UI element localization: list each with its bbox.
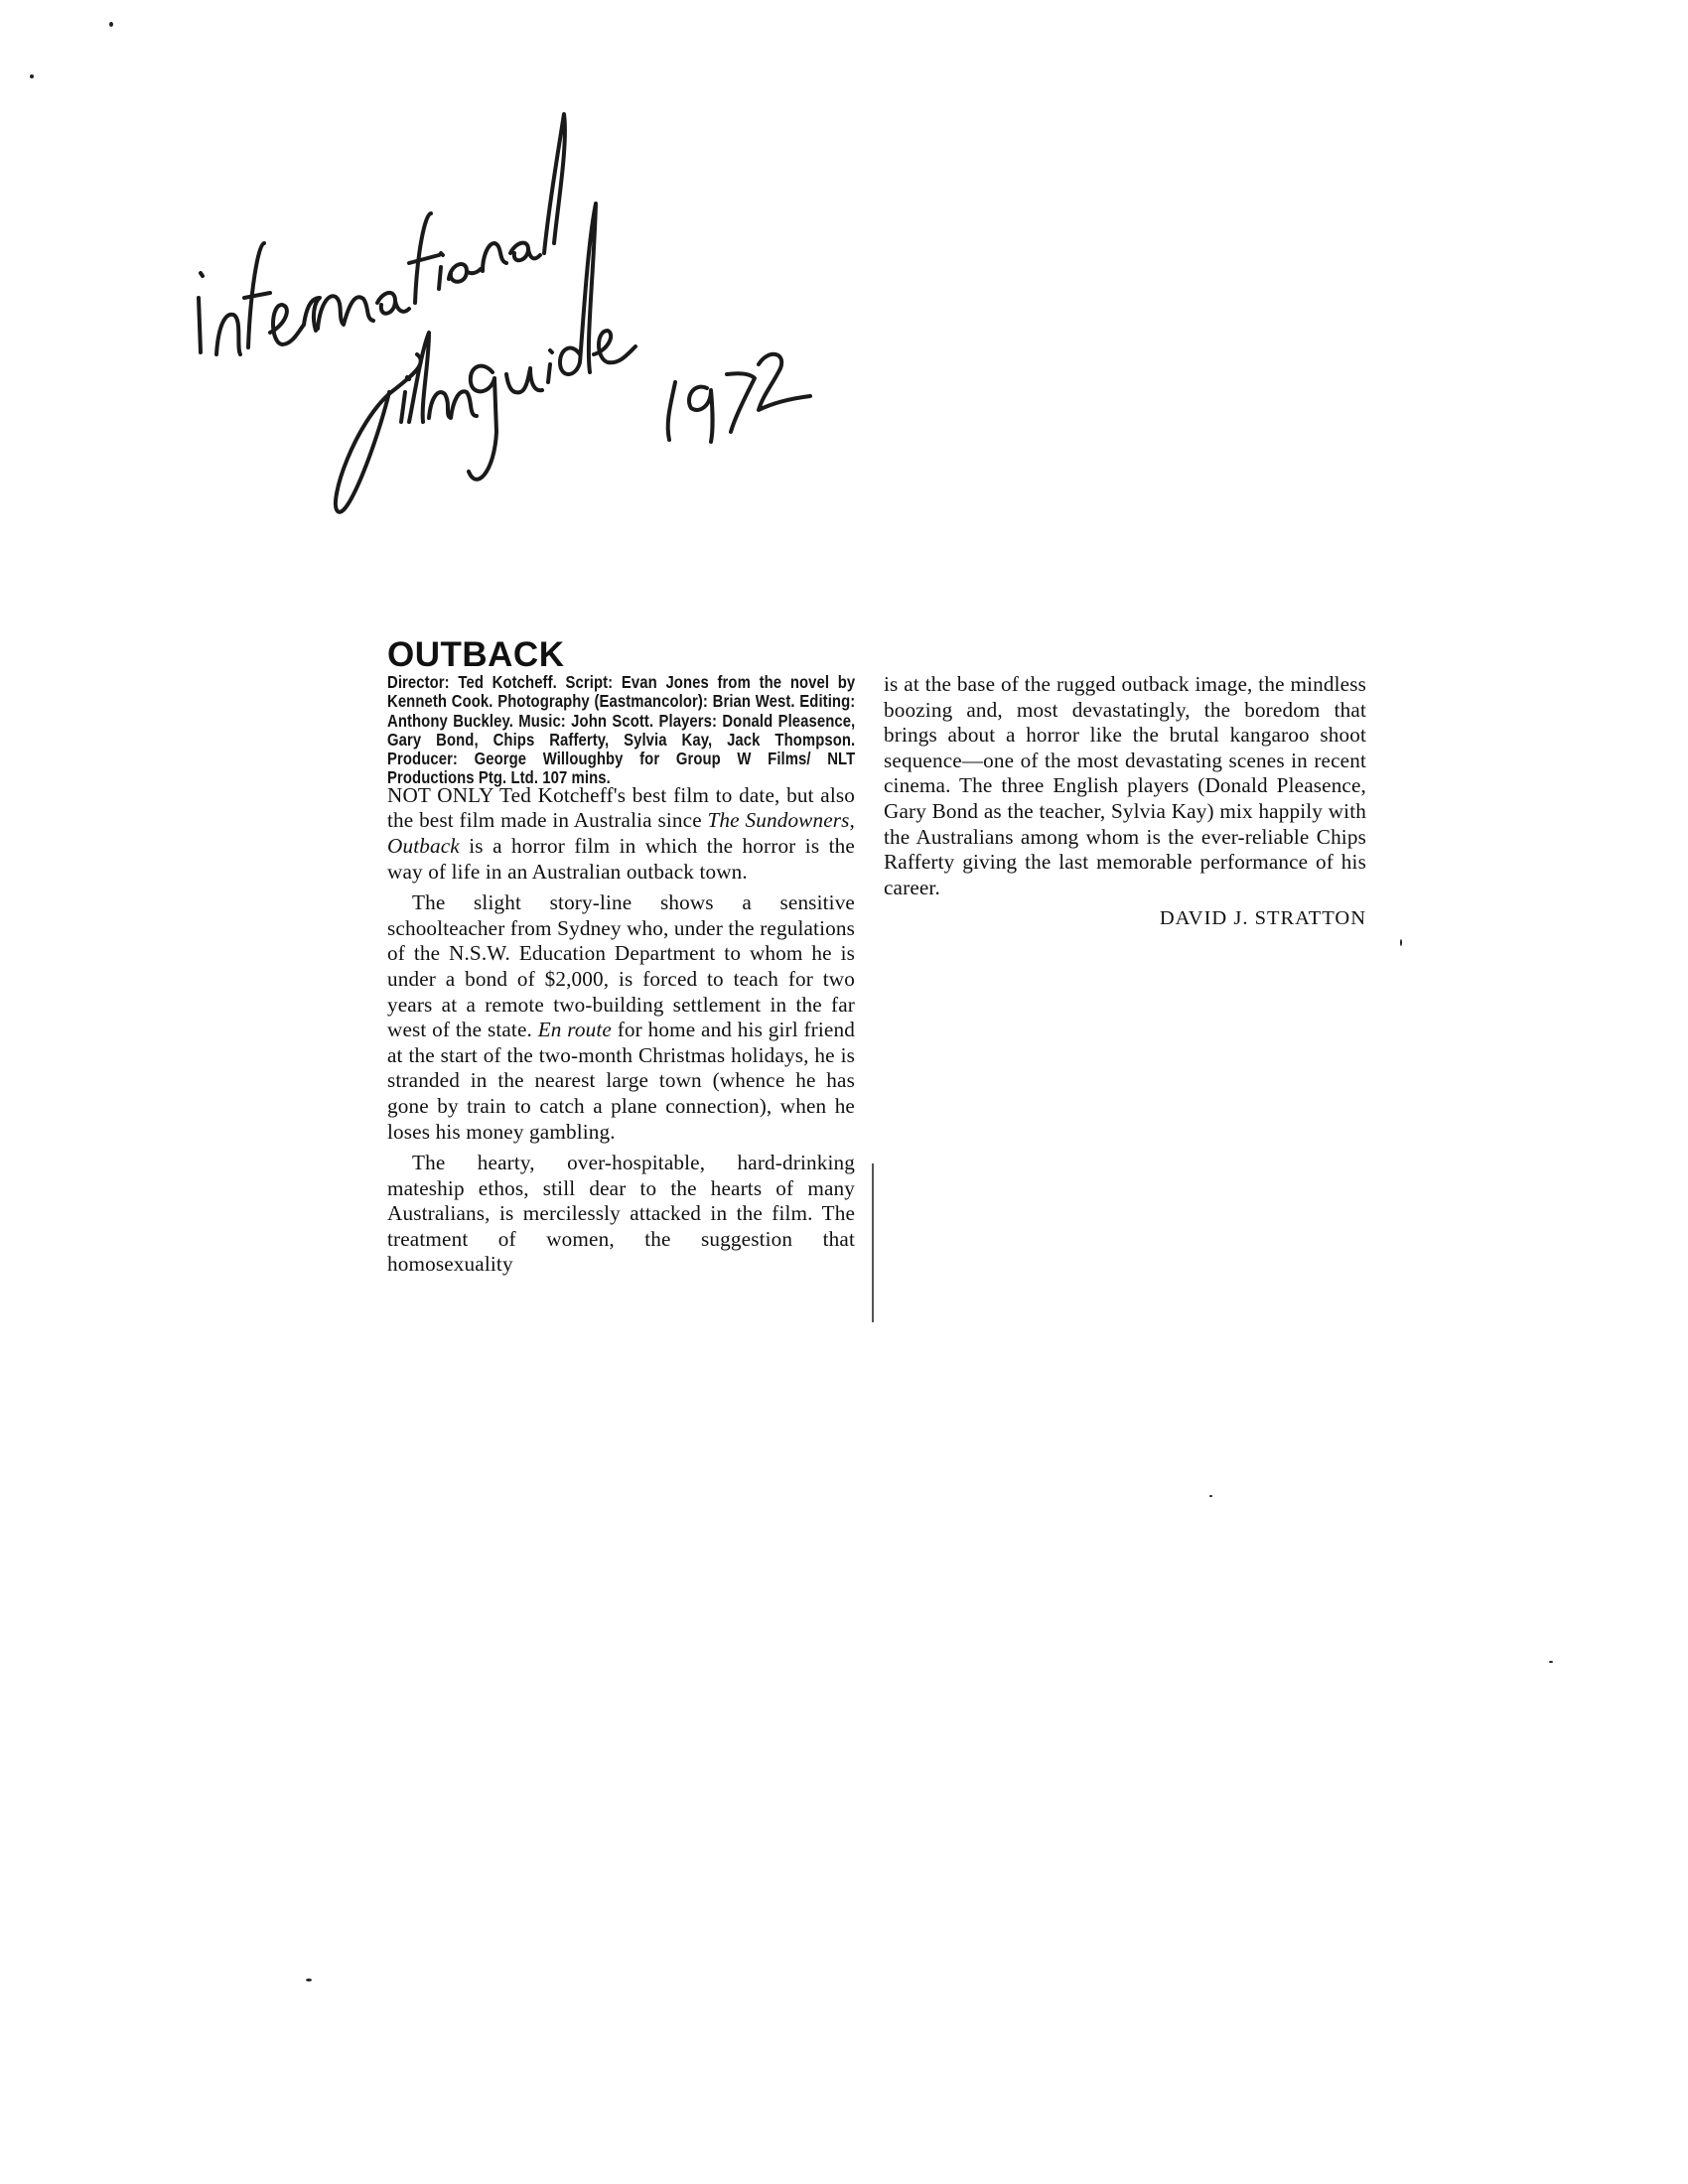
text-run-italic: En route [537,1018,612,1042]
article-left-column [387,637,855,1278]
article-title: OUTBACK [387,635,565,674]
text-run: for home and his girl friend at the start of the two-month Christmas holidays, he is stranded in the nearest large town (whence he has gone by train to catch a plane connection), when he loses his money gambling. [387,1018,855,1144]
text-run: NOT ONLY Ted Kotcheff's best film to date, but also the best film made in Australia since [387,782,855,833]
article-paragraph-2 [387,890,855,1145]
scan-speck [109,22,113,27]
text-run-italic: The Sundowners, Outback [387,808,855,858]
text-run: The slight story-line shows a sensitive schoolteacher from Sydney who, under the regulations of the N.S.W. Education Department to whom he is under a bond of $2,000, is forced to teach for two years at a remote two-building settlement in the far west of the state. [387,890,855,1042]
scan-edge-mark [872,1163,874,1322]
text-run: is a horror film in which the horror is the way of life in an Australian outback town. [387,833,855,884]
article-byline: DAVID J. STRATTON [1159,907,1366,930]
article-paragraph-1 [387,783,855,885]
scan-speck [1400,939,1402,946]
scan-speck [1209,1495,1212,1497]
article-credits: Director: Ted Kotcheff. Script: Evan Jones from the novel by Kenneth Cook. Photography (Eastmancolor): Brian West. Editing: Anthony Buckley. Music: John Scott. Players: Donald Pleasence, Gary Bond, Chips Rafferty, Sylvia Kay, Jack Thompson. Producer: George Willoughby for Group W Films/ NLT Productions Ptg. Ltd. 107 mins. [387,672,856,788]
article-right-column [884,672,1366,932]
article-paragraph-4: is at the base of the rugged outback image, the mindless boozing and, most devastatingly, the boredom that brings about a horror like the brutal kangaroo shoot sequence—one of the most devastating scenes in recent cinema. The three English players (Donald Pleasence, Gary Bond as the teacher, Sylvia Kay) mix happily with the Australians among whom is the ever-reliable Chips Rafferty giving the last memorable performance of his career. [884,672,1366,899]
scan-speck [30,74,34,78]
scan-speck [306,1979,312,1981]
handwritten-annotation [179,94,1053,531]
article-paragraph-3: The hearty, over-hospitable, hard-drinking mateship ethos, still dear to the hearts of many Australians, is mercilessly attacked in the film. The treatment of women, the suggestion that homosexuality [387,1151,855,1277]
scan-speck [1549,1661,1553,1663]
